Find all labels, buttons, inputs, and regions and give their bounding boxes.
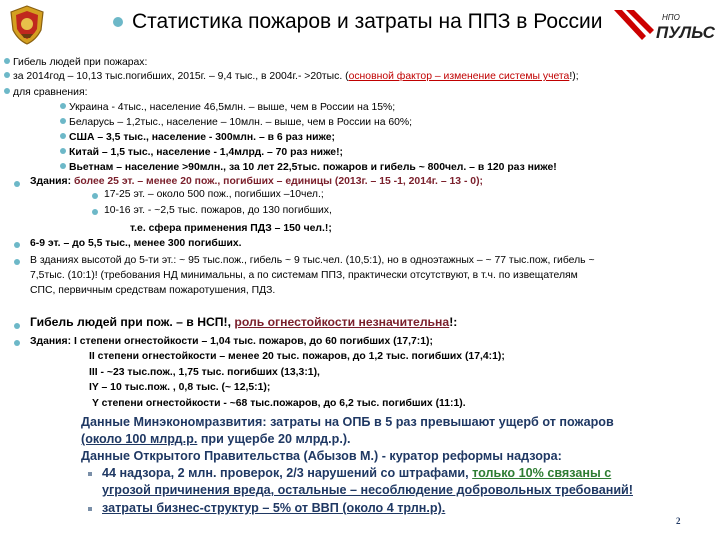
list-item: [14, 178, 20, 191]
list-item: для сравнения:: [4, 86, 88, 99]
list-item: США – 3,5 тыс., население - 300млн. – в 6 раз ниже;: [60, 131, 335, 144]
list-item: Беларусь – 1,2тыс., население – 10млн. – выше, чем в России на 60%;: [60, 116, 412, 129]
list-item: [14, 256, 20, 269]
title-bullet-icon: [113, 17, 123, 27]
bullet-icon: [14, 242, 20, 248]
list-item: [92, 190, 98, 203]
square-bullet-icon: [88, 507, 92, 511]
bullet-icon: [14, 259, 20, 265]
paragraph: Данные Открытого Правительства (Абызов М.) - куратор реформы надзора:: [81, 449, 562, 463]
list-item: Y степени огнестойкости - ~68 тыс.пожаров, до 6,2 тыс. погибших (11:1).: [92, 398, 466, 409]
bullet-icon: [92, 193, 98, 199]
paragraph: (около 100 млрд.р. при ущербе 20 млрд.р.).: [81, 432, 351, 446]
bullet-icon: [60, 103, 66, 109]
svg-text:ПУЛЬС: ПУЛЬС: [656, 23, 715, 42]
list-item: IY – 10 тыс.пож. , 0,8 тыс. (~ 12,5:1);: [89, 382, 271, 393]
list-item: 7,5тыс. (10:1)! (требования НД минимальны, а по системам ППЗ, практически отсутствуют, в т.ч. по извещателям: [30, 270, 578, 281]
bullet-icon: [60, 118, 66, 124]
npo-puls-logo: [612, 6, 716, 46]
bullet-icon: [14, 181, 20, 187]
list-item: III - ~23 тыс.пож., 1,75 тыс. погибших (13,3:1),: [89, 367, 320, 378]
list-item: Здания: I степени огнестойкости – 1,04 тыс. пожаров, до 60 погибших (17,7:1);: [30, 336, 433, 347]
list-item: затраты бизнес-структур – 5% от ВВП (около 4 трлн.р).: [102, 501, 446, 515]
page-number: 2: [676, 516, 681, 526]
list-item: Гибель людей при пож. – в НСП!, роль огнестойкости незначительна!:: [30, 315, 458, 329]
emblem-icon: [6, 4, 48, 46]
list-item: [14, 239, 20, 252]
list-item: [88, 470, 92, 483]
list-item: В зданиях высотой до 5-ти эт.: ~ 95 тыс.пож., гибель ~ 9 тыс.чел. (10,5:1), но в одноэтажных – ~ 77 тыс.пож, гибель ~: [30, 255, 595, 266]
list-item: [14, 337, 20, 350]
page-title: Статистика пожаров и затраты на ППЗ в России: [132, 10, 603, 33]
bullet-icon: [4, 58, 10, 64]
bullet-icon: [14, 340, 20, 346]
list-item: 10-16 эт. - ~2,5 тыс. пожаров, до 130 погибших,: [104, 205, 332, 216]
list-item: Украина - 4тыс., население 46,5млн. – выше, чем в России на 15%;: [60, 101, 395, 114]
bullet-icon: [4, 88, 10, 94]
list-item: [92, 206, 98, 219]
bullet-icon: [60, 148, 66, 154]
list-item: II степени огнестойкости – менее 20 тыс. пожаров, до 1,2 тыс. погибших (17,4:1);: [89, 351, 505, 362]
list-item: СПС, первичным средствам пожаротушения, ПДЗ.: [30, 285, 276, 296]
bullet-icon: [60, 133, 66, 139]
list-item: Здания: более 25 эт. – менее 20 пож., погибших – единицы (2013г. – 15 -1, 2014г. – 13 - 0);: [30, 176, 483, 187]
bullet-icon: [92, 209, 98, 215]
list-item: [14, 320, 20, 333]
bullet-icon: [60, 163, 66, 169]
paragraph: Данные Минэкономразвития: затраты на ОПБ в 5 раз превышают ущерб от пожаров: [81, 415, 614, 429]
square-bullet-icon: [88, 472, 92, 476]
list-item: Вьетнам – население >90млн., за 10 лет 22,5тыс. пожаров и гибель ~ 800чел. – в 120 раз ниже!: [60, 161, 557, 174]
list-item: 17-25 эт. – около 500 пож., погибших –10чел.;: [104, 189, 324, 200]
bullet-icon: [14, 323, 20, 329]
list-item: 6-9 эт. – до 5,5 тыс., менее 300 погибших.: [30, 238, 242, 249]
list-item: Китай – 1,5 тыс., население - 1,4млрд. – 70 раз ниже!;: [60, 146, 343, 159]
list-item: 44 надзора, 2 млн. проверок, 2/3 нарушений со штрафами, только 10% связаны с: [102, 466, 612, 480]
list-item: т.е. сфера применения ПДЗ – 150 чел.!;: [130, 223, 332, 234]
list-item: угрозой причинения вреда, остальные – несоблюдение добровольных требований!: [102, 483, 633, 497]
bullet-icon: [4, 72, 10, 78]
list-item: за 2014год – 10,13 тыс.погибших, 2015г. – 9,4 тыс., в 2004г.- >20тыс. (основной фактор – изменение системы учета!);: [4, 70, 579, 83]
svg-text:НПО: НПО: [662, 13, 680, 22]
list-item: Гибель людей при пожарах:: [4, 56, 147, 69]
list-item: [88, 505, 92, 518]
slide-header: [0, 0, 720, 50]
